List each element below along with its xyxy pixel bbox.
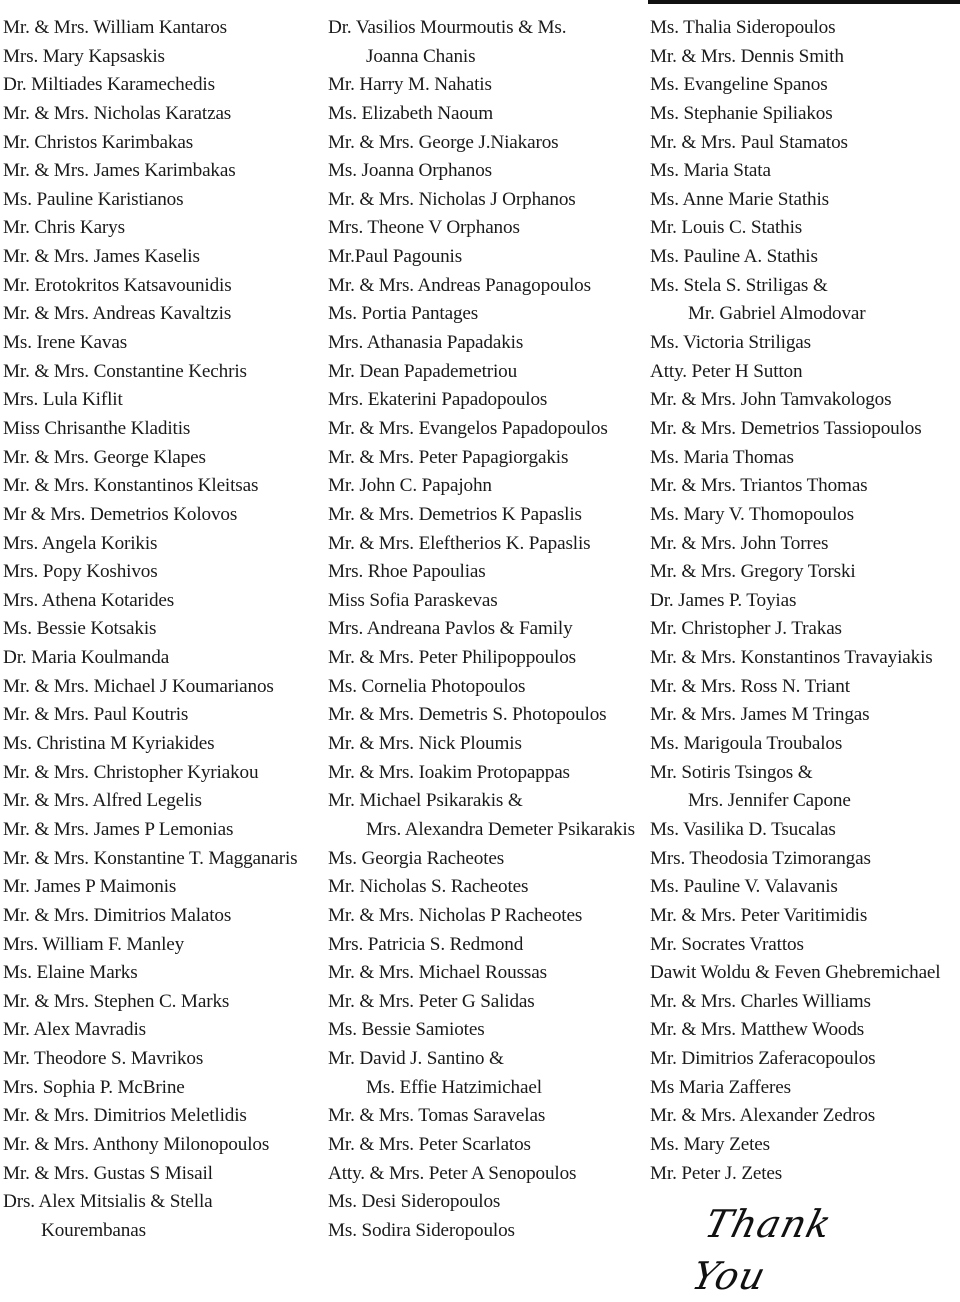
donor-name: Dr. James P. Toyias <box>650 589 797 611</box>
donor-name: Mrs. Sophia P. McBrine <box>3 1076 185 1098</box>
donor-name: Ms. Anne Marie Stathis <box>650 188 829 210</box>
donor-name: Ms. Irene Kavas <box>3 332 128 354</box>
donor-name: Mr. & Mrs. Ross N. Triant <box>650 675 850 697</box>
donor-name: Mrs. Rhoe Papoulias <box>328 561 486 583</box>
donor-name-continuation: Mr. Gabriel Almodovar <box>688 303 866 325</box>
donor-name: Mr. & Mrs. Demetrios Tassiopoulos <box>650 417 922 439</box>
donor-name: Ms. Cornelia Photopoulos <box>328 675 526 697</box>
donor-name: Ms. Mary V. Thomopoulos <box>650 503 854 525</box>
donor-name: Mr. Harry M. Nahatis <box>328 74 492 96</box>
donor-name: Mr. & Mrs. Konstantine T. Magganaris <box>3 847 298 869</box>
donor-name: Mrs. Theone V Orphanos <box>328 217 520 239</box>
donor-name: Ms. Christina M Kyriakides <box>3 733 215 755</box>
donor-name: Mr. Michael Psikarakis & <box>328 790 523 812</box>
donor-name: Mr. Sotiris Tsingos & <box>650 761 813 783</box>
donor-name: Mr. & Mrs. James P Lemonias <box>3 818 234 840</box>
donor-column-3 <box>650 14 958 1188</box>
donor-name: Miss Chrisanthe Kladitis <box>3 417 191 439</box>
donor-name: Mr. Nicholas S. Racheotes <box>328 876 529 898</box>
donor-name: Drs. Alex Mitsialis & Stella <box>3 1191 213 1213</box>
donor-name: Mr. John C. Papajohn <box>328 475 492 497</box>
donor-name: Mrs. Athena Kotarides <box>3 589 175 611</box>
donor-name: Ms. Maria Stata <box>650 160 771 182</box>
donor-name: Mr. & Mrs. Paul Koutris <box>3 704 189 726</box>
donor-name: Mr. David J. Santino & <box>328 1048 504 1070</box>
donor-name: Mr. & Mrs. Michael J Koumarianos <box>3 675 274 697</box>
donor-name: Mrs. Theodosia Tzimorangas <box>650 847 871 869</box>
donor-name: Ms. Desi Sideropoulos <box>328 1191 501 1213</box>
donor-name: Mr. & Mrs. Triantos Thomas <box>650 475 868 497</box>
donor-name-continuation: Mrs. Jennifer Capone <box>688 790 851 812</box>
donor-name: Ms. Georgia Racheotes <box>328 847 505 869</box>
donor-name: Mrs. Angela Korikis <box>3 532 158 554</box>
donor-name: Mrs. Popy Koshivos <box>3 561 158 583</box>
donor-name: Mr. Dean Papademetriou <box>328 360 518 382</box>
donor-name: Mr. & Mrs. Dimitrios Malatos <box>3 904 232 926</box>
donor-name: Mr. & Mrs. James Karimbakas <box>3 160 236 182</box>
donor-name: Ms. Pauline A. Stathis <box>650 246 818 268</box>
donor-name: Mrs. Athanasia Papadakis <box>328 332 524 354</box>
donor-name: Mr. & Mrs. Peter Scarlatos <box>328 1133 531 1155</box>
donor-name: Ms. Portia Pantages <box>328 303 479 325</box>
donor-name: Mr. & Mrs. James M Tringas <box>650 704 870 726</box>
donor-name: Atty. Peter H Sutton <box>650 360 803 382</box>
top-rule <box>648 0 960 4</box>
donor-name: Ms. Sodira Sideropoulos <box>328 1219 515 1241</box>
donor-name: Mr. & Mrs. Stephen C. Marks <box>3 990 230 1012</box>
thank-you-script: Thank You <box>687 1202 837 1298</box>
donor-name: Ms. Evangeline Spanos <box>650 74 828 96</box>
donor-name: Mr. & Mrs. Gustas S Misail <box>3 1162 213 1184</box>
donor-name: Dr. Vasilios Mourmoutis & Ms. <box>328 17 567 38</box>
donor-name: Mrs. Patricia S. Redmond <box>328 933 524 955</box>
donor-name: Ms. Stephanie Spiliakos <box>650 102 833 124</box>
donor-name-continuation: Ms. Effie Hatzimichael <box>366 1076 542 1098</box>
donor-name: Mrs. William F. Manley <box>3 933 185 955</box>
donor-name: Mr. & Mrs. Nicholas P Racheotes <box>328 904 583 926</box>
donor-name: Mr. Chris Karys <box>3 217 125 239</box>
donor-name: Mr. & Mrs. George Klapes <box>3 446 206 468</box>
donor-column-2 <box>328 14 646 1246</box>
donor-name: Dr. Maria Koulmanda <box>3 647 170 669</box>
donor-name: Mr. & Mrs. John Tamvakologos <box>650 389 892 411</box>
donor-name: Ms. Pauline V. Valavanis <box>650 876 838 898</box>
donor-name: Mr. & Mrs. Charles Williams <box>650 990 871 1012</box>
donor-name: Miss Sofia Paraskevas <box>328 589 498 611</box>
donor-name: Mr. & Mrs. Tomas Saravelas <box>328 1105 546 1127</box>
donor-name: Mr. & Mrs. Nicholas Karatzas <box>3 102 232 124</box>
donor-name: Mr. & Mrs. Alfred Legelis <box>3 790 202 812</box>
donor-name: Mr. & Mrs. Andreas Panagopoulos <box>328 274 591 296</box>
donor-name: Mr. & Mrs. Evangelos Papadopoulos <box>328 417 608 439</box>
donor-name: Mr. & Mrs. Dennis Smith <box>650 45 844 67</box>
donor-name: Mr. & Mrs. John Torres <box>650 532 829 554</box>
donor-name: Ms Maria Zafferes <box>650 1076 791 1098</box>
donor-name: Ms. Elizabeth Naoum <box>328 102 494 124</box>
donor-name: Mr. & Mrs. George J.Niakaros <box>328 131 559 153</box>
donor-name: Mr. & Mrs. Ioakim Protopappas <box>328 761 570 783</box>
donor-name: Mr. Dimitrios Zaferacopoulos <box>650 1048 876 1070</box>
donor-name: Mr. & Mrs. Peter Philipoppoulos <box>328 647 577 669</box>
donor-name: Ms. Victoria Striligas <box>650 332 811 354</box>
donor-name: Mr. Socrates Vrattos <box>650 933 804 955</box>
donor-name: Ms. Joanna Orphanos <box>328 160 492 182</box>
donor-name: Mr. & Mrs. Demetris S. Photopoulos <box>328 704 607 726</box>
donor-name: Mr. & Mrs. James Kaselis <box>3 246 200 268</box>
donor-name: Mr. & Mrs. Alexander Zedros <box>650 1105 876 1127</box>
donor-name-continuation: Mrs. Alexandra Demeter Psikarakis <box>366 818 635 840</box>
donor-name: Mrs. Lula Kiflit <box>3 389 123 411</box>
donor-name: Dawit Woldu & Feven Ghebremichael <box>650 962 941 984</box>
donor-name: Mr. & Mrs. Konstantinos Travayiakis <box>650 647 933 669</box>
donor-name: Mr. & Mrs. Eleftherios K. Papaslis <box>328 532 591 554</box>
donor-name: Ms. Thalia Sideropoulos <box>650 17 836 38</box>
donor-name: Mr. & Mrs. Peter Papagiorgakis <box>328 446 569 468</box>
donor-column-1 <box>3 14 321 1246</box>
donor-name: Mr. Erotokritos Katsavounidis <box>3 274 232 296</box>
donor-name: Mrs. Mary Kapsaskis <box>3 45 165 67</box>
donor-name: Ms. Bessie Kotsakis <box>3 618 157 640</box>
donor-name: Mr. & Mrs. Dimitrios Meletlidis <box>3 1105 247 1127</box>
donor-name: Ms. Vasilika D. Tsucalas <box>650 818 836 840</box>
donor-name: Mr. & Mrs. Demetrios K Papaslis <box>328 503 582 525</box>
donor-name: Mr. Christopher J. Trakas <box>650 618 842 640</box>
donor-name: Ms. Elaine Marks <box>3 962 138 984</box>
donor-name: Dr. Miltiades Karamechedis <box>3 74 215 96</box>
donor-name: Mr. Peter J. Zetes <box>650 1162 783 1184</box>
donor-name: Mr.Paul Pagounis <box>328 246 463 268</box>
donor-name: Mr. & Mrs. William Kantaros <box>3 17 227 38</box>
donor-name: Ms. Stela S. Striligas & <box>650 274 828 296</box>
donor-name: Mr. & Mrs. Nick Ploumis <box>328 733 522 755</box>
donor-name: Mr. & Mrs. Michael Roussas <box>328 962 547 984</box>
donor-name: Atty. & Mrs. Peter A Senopoulos <box>328 1162 577 1184</box>
donor-name: Mr. Christos Karimbakas <box>3 131 194 153</box>
donor-name: Mr. & Mrs. Gregory Torski <box>650 561 856 583</box>
donor-name: Mr & Mrs. Demetrios Kolovos <box>3 503 238 525</box>
donor-name: Mr. Louis C. Stathis <box>650 217 803 239</box>
donor-name: Mrs. Ekaterini Papadopoulos <box>328 389 548 411</box>
donor-name: Mr. & Mrs. Peter G Salidas <box>328 990 535 1012</box>
donor-name: Ms. Maria Thomas <box>650 446 794 468</box>
donor-name: Mr. & Mrs. Constantine Kechris <box>3 360 247 382</box>
donor-name: Mr. & Mrs. Matthew Woods <box>650 1019 865 1041</box>
donor-name: Mr. & Mrs. Anthony Milonopoulos <box>3 1133 270 1155</box>
donor-name: Ms. Marigoula Troubalos <box>650 733 843 755</box>
donor-name: Ms. Mary Zetes <box>650 1133 770 1155</box>
donor-name: Mrs. Andreana Pavlos & Family <box>328 618 573 640</box>
donor-name: Mr. & Mrs. Nicholas J Orphanos <box>328 188 576 210</box>
donor-name: Mr. Theodore S. Mavrikos <box>3 1048 204 1070</box>
donor-name: Mr. & Mrs. Peter Varitimidis <box>650 904 868 926</box>
donor-name: Mr. & Mrs. Konstantinos Kleitsas <box>3 475 259 497</box>
donor-name: Mr. & Mrs. Paul Stamatos <box>650 131 848 153</box>
donor-name: Mr. & Mrs. Andreas Kavaltzis <box>3 303 232 325</box>
donor-name: Ms. Bessie Samiotes <box>328 1019 485 1041</box>
donor-name: Ms. Pauline Karistianos <box>3 188 184 210</box>
donor-name-continuation: Kourembanas <box>41 1219 146 1241</box>
donor-name-continuation: Joanna Chanis <box>366 45 476 67</box>
donor-name: Mr. & Mrs. Christopher Kyriakou <box>3 761 259 783</box>
donor-name: Mr. Alex Mavradis <box>3 1019 146 1041</box>
donor-name: Mr. James P Maimonis <box>3 876 177 898</box>
